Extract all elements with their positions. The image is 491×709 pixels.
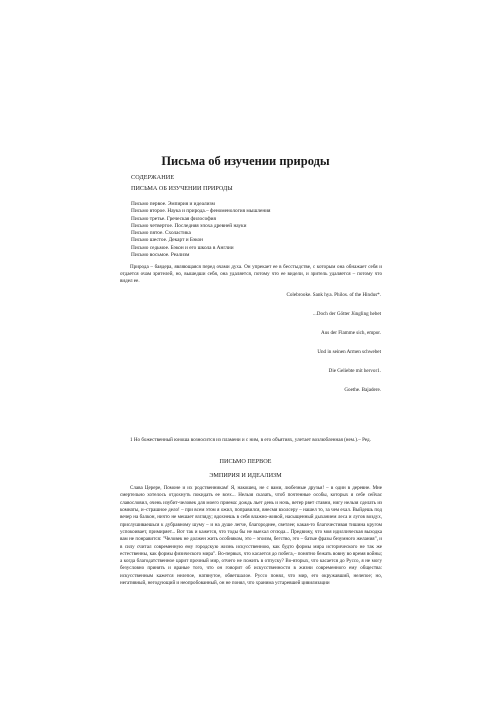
body-line: кажется нелепое, натянутое, обветшалое. Руссо понял, что мир, его окружавший, нелепое; но, bbox=[156, 572, 382, 579]
epigraph-line: Und in seinen Armen schwebet bbox=[317, 349, 381, 355]
body-line: прислушиваешься к дубравному шуму – и на душе легче, благороднее, светлее; какая-то bbox=[120, 521, 316, 528]
body-line: выехал отсюда... Предвижу, что моя идиллическая выходка вам не понравится: "Человек не bbox=[120, 528, 382, 543]
epigraph-author: Goethe. Bajadere. bbox=[344, 387, 381, 393]
toc-item: Письмо пятое. Схоластика bbox=[131, 230, 191, 236]
toc-item: Письмо второе. Наука и природа.– феноменология мышления bbox=[131, 208, 271, 215]
toc-item: Письмо седьмое. Бэкон и его школа в Англии bbox=[131, 244, 234, 251]
body-line: ожил, поправился, внесмя вхолсеру – нашел то, за чем ехал. Выйдешь под вечер на балкон, ничто bbox=[120, 506, 382, 521]
letter-heading: ПИСЬМО ПЕРВОЕ bbox=[219, 458, 272, 465]
body-line: Слава Церере, Помоне и их родственникам! Я, накошец, не с вами, любезные друзья! – в один bbox=[130, 485, 346, 491]
toc-title: ПИСЬМА ОБ ИЗУЧЕНИИ ПРИРОДЫ bbox=[131, 185, 233, 192]
epigraph-source: Colebrooke. Sank hya. Philos. of the Hindus*. bbox=[286, 292, 381, 298]
toc-item: Письмо шестое. Декарт и Бэкон bbox=[131, 237, 203, 244]
body-line: должен жить особняком, это – эгоизм, бегство, это – батые фразы безумного желания", и в силу bbox=[120, 536, 382, 550]
body-line: того, что он говорит об искусственности в жизни современного ему общества: искусственным bbox=[120, 565, 382, 579]
epigraph-line: Aus der Flamme sich, empor. bbox=[321, 330, 381, 336]
toc-item: Письмо третье. Греческая философия bbox=[131, 215, 216, 222]
toc-item: Письмо четвертое. Последняя эпоха древней науки bbox=[131, 222, 247, 229]
body-line: негативный, негодующий и неопробованный, он не понял, что хранима устаревшей цивилизации bbox=[120, 580, 330, 587]
toc-item: Письмо восьмое. Реализм bbox=[131, 251, 190, 258]
letter-subheading: ЭМПИРИЯ И ИДЕАЛИЗМ bbox=[209, 472, 282, 479]
body-line: понятно бежать вовну во время войны; а когда благодатственное царит прочный мир, отчего не bbox=[120, 550, 382, 565]
body-line: не так же естественны, как формы физического мира". Во-первых, что касается до побега,– bbox=[120, 543, 383, 557]
body-line: благочестивая тишина кругом успокоивает, примиряет... Вот так и кажется, что тоды бы не bbox=[120, 521, 383, 535]
page-title: Письма об изучении природы bbox=[161, 154, 330, 168]
footnote: 1 Но божественный юноша возносится из пламени и с ним, в его объятиях, улетает возлюбленная (нем.).– Ред. bbox=[130, 437, 371, 443]
epigraph-line: Die Geliebte mit hervor1. bbox=[328, 368, 381, 374]
body-line: не мешает взгляду; вдохнешь в себя влажно-живой, насыщенный дыханием леса и лугов воздух, bbox=[171, 514, 383, 521]
letter-body bbox=[120, 485, 382, 587]
body-line: в деревне. Мне смертельно хотелось отдохнуть покидать ее всех... Нельзя сказать, чтоб почтенные bbox=[120, 485, 383, 499]
body-line: ночь, ветер рвет ставни, нигу нельзя сделать из комнаты, и–страшное дело! – при всем этом я bbox=[120, 499, 383, 513]
intro-paragraph: Природа – баядера, являющаяся перед очами духа. Он упрекает ее в бесстыдстве, с которым она обнажает себя и отдается очам зрителей, но, вышедши себя, она удаляется, потому что ее видели, и зритель удаляется – потому что видел ее. bbox=[120, 264, 382, 285]
toc-heading: СОДЕРЖАНИЕ bbox=[131, 174, 175, 181]
body-line: считал современную ему городскую жизнь искусственною, как будто формы мира исторического bbox=[137, 543, 358, 550]
epigraph-line: ...Doch der Götter Jüngling hebet bbox=[312, 311, 381, 317]
body-line: особы, которых я себе сейчас славословил, очень изубит-человек для моего приема: дождь льет день и bbox=[120, 492, 383, 506]
toc-list bbox=[131, 201, 271, 259]
toc-item: Письмо первое. Эмпирия и идеализм bbox=[131, 201, 215, 207]
body-line: пожить в отпуску? Во-вторых, что касается до Руссо, я не могу безусловно принять и враные bbox=[120, 558, 382, 572]
